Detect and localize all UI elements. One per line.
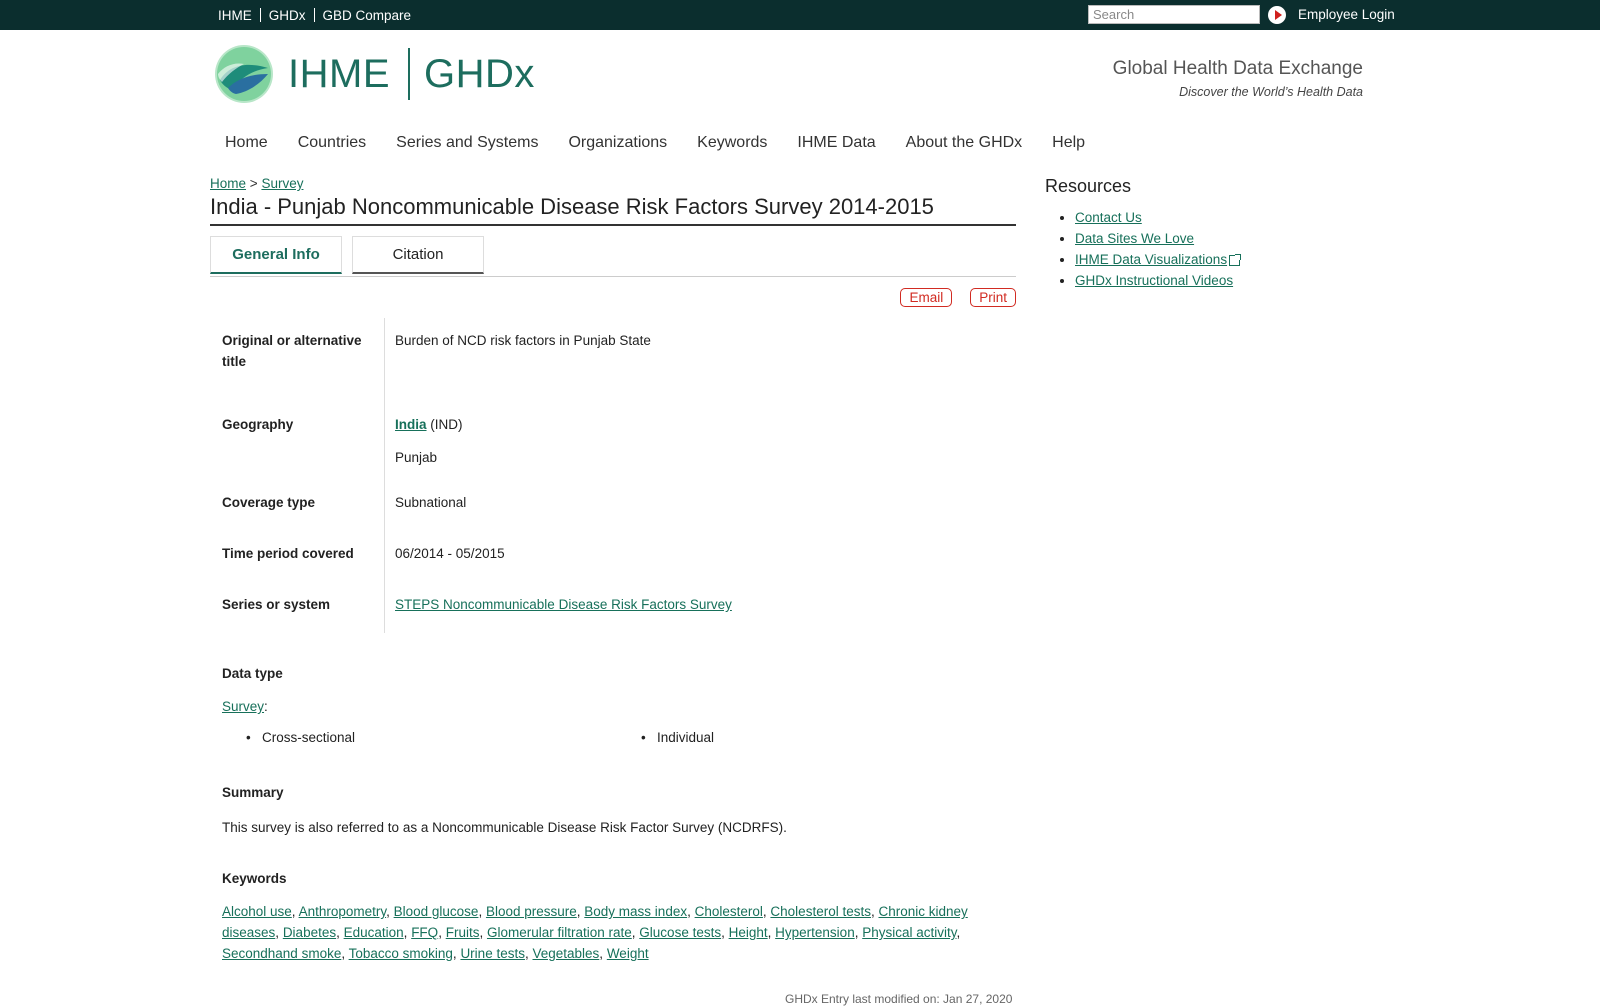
- top-link-ihme[interactable]: IHME: [218, 7, 252, 23]
- keyword-link[interactable]: Physical activity: [862, 925, 957, 940]
- last-modified-note: GHDx Entry last modified on: Jan 27, 2020: [785, 992, 1013, 1006]
- field-label: Coverage type: [210, 480, 385, 531]
- keyword-link[interactable]: Secondhand smoke: [222, 946, 342, 961]
- resources-list: [1045, 207, 1365, 291]
- page-title: India - Punjab Noncommunicable Disease Risk Factors Survey 2014-2015: [210, 194, 1016, 226]
- nav-organizations[interactable]: Organizations: [568, 134, 668, 151]
- breadcrumb-survey[interactable]: Survey: [261, 176, 304, 191]
- site-logo-text[interactable]: [288, 46, 535, 102]
- keyword-link[interactable]: Education: [343, 925, 404, 940]
- site-tagline: [1113, 58, 1363, 99]
- field-row-alt-title: [210, 318, 1016, 402]
- tagline-title: Global Health Data Exchange: [1112, 58, 1363, 79]
- logo-ghdx: GHDx: [424, 51, 535, 96]
- keyword-link[interactable]: Tobacco smoking: [348, 946, 453, 961]
- keyword-link[interactable]: FFQ: [411, 925, 439, 940]
- field-value: Subnational: [395, 495, 467, 510]
- keyword-link[interactable]: Body mass index: [584, 904, 688, 919]
- resource-data-sites[interactable]: Data Sites We Love: [1075, 231, 1195, 246]
- employee-login-link[interactable]: Employee Login: [1298, 7, 1395, 22]
- nav-countries[interactable]: Countries: [297, 134, 367, 151]
- summary-text: This survey is also referred to as a Noncommunicable Disease Risk Factor Survey (NCDRFS).: [222, 820, 787, 835]
- search-submit-icon[interactable]: [1268, 6, 1286, 24]
- keyword-link[interactable]: Glucose tests: [639, 925, 722, 940]
- resources-sidebar: [1045, 176, 1365, 291]
- resource-contact-us[interactable]: Contact Us: [1075, 210, 1142, 225]
- keyword-link[interactable]: Chronic kidney diseases: [222, 904, 968, 940]
- data-type-section: [222, 663, 1012, 748]
- keyword-link[interactable]: Cholesterol: [694, 904, 763, 919]
- tab-general-info[interactable]: General Info: [210, 236, 342, 274]
- geography-region: Punjab: [395, 450, 438, 465]
- field-label: Series or system: [210, 582, 385, 633]
- field-row-coverage: [210, 480, 1016, 531]
- main-nav: [210, 128, 1100, 158]
- keyword-link[interactable]: Cholesterol tests: [770, 904, 871, 919]
- search-input[interactable]: [1088, 5, 1260, 24]
- resource-instructional-videos[interactable]: GHDx Instructional Videos: [1075, 273, 1234, 288]
- sidebar-title: Resources: [1045, 176, 1132, 196]
- field-label: Geography: [210, 402, 385, 480]
- nav-home[interactable]: Home: [225, 134, 268, 151]
- top-link-gbd-compare[interactable]: GBD Compare: [322, 7, 412, 23]
- section-title: Data type: [222, 666, 283, 681]
- keyword-link[interactable]: Alcohol use: [222, 904, 292, 919]
- nav-ihme-data[interactable]: IHME Data: [797, 134, 876, 151]
- nav-help[interactable]: Help: [1052, 134, 1086, 151]
- field-value: 06/2014 - 05/2015: [395, 546, 505, 561]
- list-item: • Cross-sectional: [222, 727, 617, 748]
- field-row-time-period: [210, 531, 1016, 582]
- field-row-geography: [210, 402, 1016, 480]
- print-button[interactable]: Print: [970, 288, 1016, 307]
- tab-bar: [210, 236, 1016, 277]
- keyword-list: Alcohol use, Anthropometry, Blood glucose, Blood pressure, Body mass index, Cholesterol, Cholesterol tests, Chronic kidney diseases, Diabetes, Education, FFQ, Fruits, Glomerular filtration rate, Glucose tests, Height, Hypertension, Physical activity, Secondhand smoke, Tobacco smoking, Urine tests, Vegetables, Weight: [222, 904, 968, 961]
- data-type-list: [222, 727, 1012, 748]
- breadcrumb-home[interactable]: Home: [210, 176, 247, 191]
- keywords-section: [222, 868, 1012, 964]
- ihme-logo-icon[interactable]: [214, 44, 274, 104]
- section-title: Summary: [222, 785, 284, 800]
- email-button[interactable]: Email: [900, 288, 952, 307]
- keyword-link[interactable]: Hypertension: [775, 925, 855, 940]
- tagline-subtitle: Discover the World’s Health Data: [1179, 85, 1363, 99]
- series-link[interactable]: STEPS Noncommunicable Disease Risk Factors Survey: [395, 597, 732, 612]
- geography-code: (IND): [430, 417, 463, 432]
- keyword-link[interactable]: Fruits: [445, 925, 480, 940]
- resource-ihme-viz[interactable]: IHME Data Visualizations: [1075, 252, 1228, 267]
- keyword-link[interactable]: Urine tests: [460, 946, 525, 961]
- field-value: [385, 582, 732, 633]
- keyword-link[interactable]: Vegetables: [532, 946, 600, 961]
- top-links: [210, 0, 419, 30]
- record-fields: [210, 318, 1016, 633]
- keyword-link[interactable]: Glomerular filtration rate: [486, 925, 632, 940]
- geography-country-link[interactable]: India: [395, 417, 427, 432]
- list-item: • Individual: [617, 727, 1012, 748]
- summary-section: [222, 782, 1012, 838]
- keyword-link[interactable]: Weight: [606, 946, 649, 961]
- nav-series-and-systems[interactable]: Series and Systems: [396, 134, 539, 151]
- keyword-link[interactable]: Blood glucose: [393, 904, 479, 919]
- section-title: Keywords: [222, 871, 287, 886]
- data-type-category: Survey:: [222, 699, 268, 714]
- page-actions: [900, 288, 1016, 307]
- keyword-link[interactable]: Diabetes: [282, 925, 337, 940]
- keyword-link[interactable]: Anthropometry: [298, 904, 387, 919]
- breadcrumb: [210, 176, 303, 191]
- nav-keywords[interactable]: Keywords: [697, 134, 768, 151]
- top-bar: [0, 0, 1600, 30]
- field-row-series: [210, 582, 1016, 633]
- data-type-survey-link[interactable]: Survey: [222, 699, 265, 714]
- keyword-link[interactable]: Height: [728, 925, 768, 940]
- top-link-ghdx[interactable]: GHDx: [268, 7, 306, 23]
- field-value: Burden of NCD risk factors in Punjab State: [395, 333, 651, 348]
- external-link-icon: [1229, 255, 1240, 266]
- logo-ihme: IHME: [288, 51, 390, 96]
- nav-about-ghdx[interactable]: About the GHDx: [905, 134, 1023, 151]
- tab-citation[interactable]: Citation: [352, 236, 484, 274]
- field-label: Original or alternative title: [210, 318, 385, 402]
- field-label: Time period covered: [210, 531, 385, 582]
- keyword-link[interactable]: Blood pressure: [485, 904, 577, 919]
- logo-divider: [408, 48, 410, 100]
- breadcrumb-separator: >: [249, 176, 258, 191]
- field-value: [385, 402, 463, 480]
